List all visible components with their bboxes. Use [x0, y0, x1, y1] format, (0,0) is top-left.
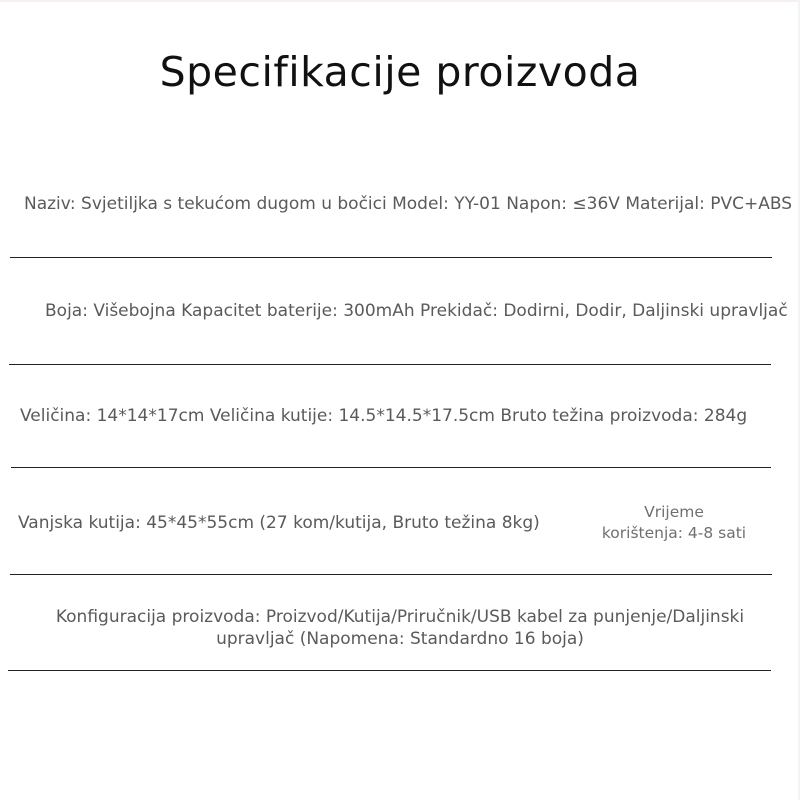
- divider-4: [10, 574, 772, 575]
- page-title: Specifikacije proizvoda: [159, 48, 641, 96]
- divider-1: [10, 257, 772, 258]
- spec-row-1-text: Naziv: Svjetiljka s tekućom dugom u bočici Model: YY-01 Napon: ≤36V Materijal: PVC+ABS: [24, 194, 793, 214]
- divider-2: [9, 364, 771, 365]
- divider-5: [8, 670, 771, 671]
- divider-3: [11, 467, 771, 468]
- spec-row-5-text: [20, 606, 780, 650]
- spec-row-5-line-2: upravljač (Napomena: Standardno 16 boja): [216, 629, 584, 649]
- spec-row-2-text: Boja: Višebojna Kapacitet baterije: 300mAh Prekidač: Dodirni, Dodir, Daljinski upravljač: [45, 301, 788, 321]
- usage-time-line-1: Vrijeme: [644, 503, 704, 521]
- usage-time-line-2: korištenja: 4-8 sati: [601, 524, 747, 542]
- top-border: [0, 0, 800, 2]
- spec-row-3-text: Veličina: 14*14*17cm Veličina kutije: 14.5*14.5*17.5cm Bruto težina proizvoda: 284g: [20, 406, 748, 426]
- usage-time-note: [596, 502, 752, 544]
- spec-row-4-text: Vanjska kutija: 45*45*55cm (27 kom/kutija, Bruto težina 8kg): [18, 513, 540, 533]
- spec-row-5-line-1: Konfiguracija proizvoda: Proizvod/Kutija/Priručnik/USB kabel za punjenje/Daljinski: [55, 607, 745, 627]
